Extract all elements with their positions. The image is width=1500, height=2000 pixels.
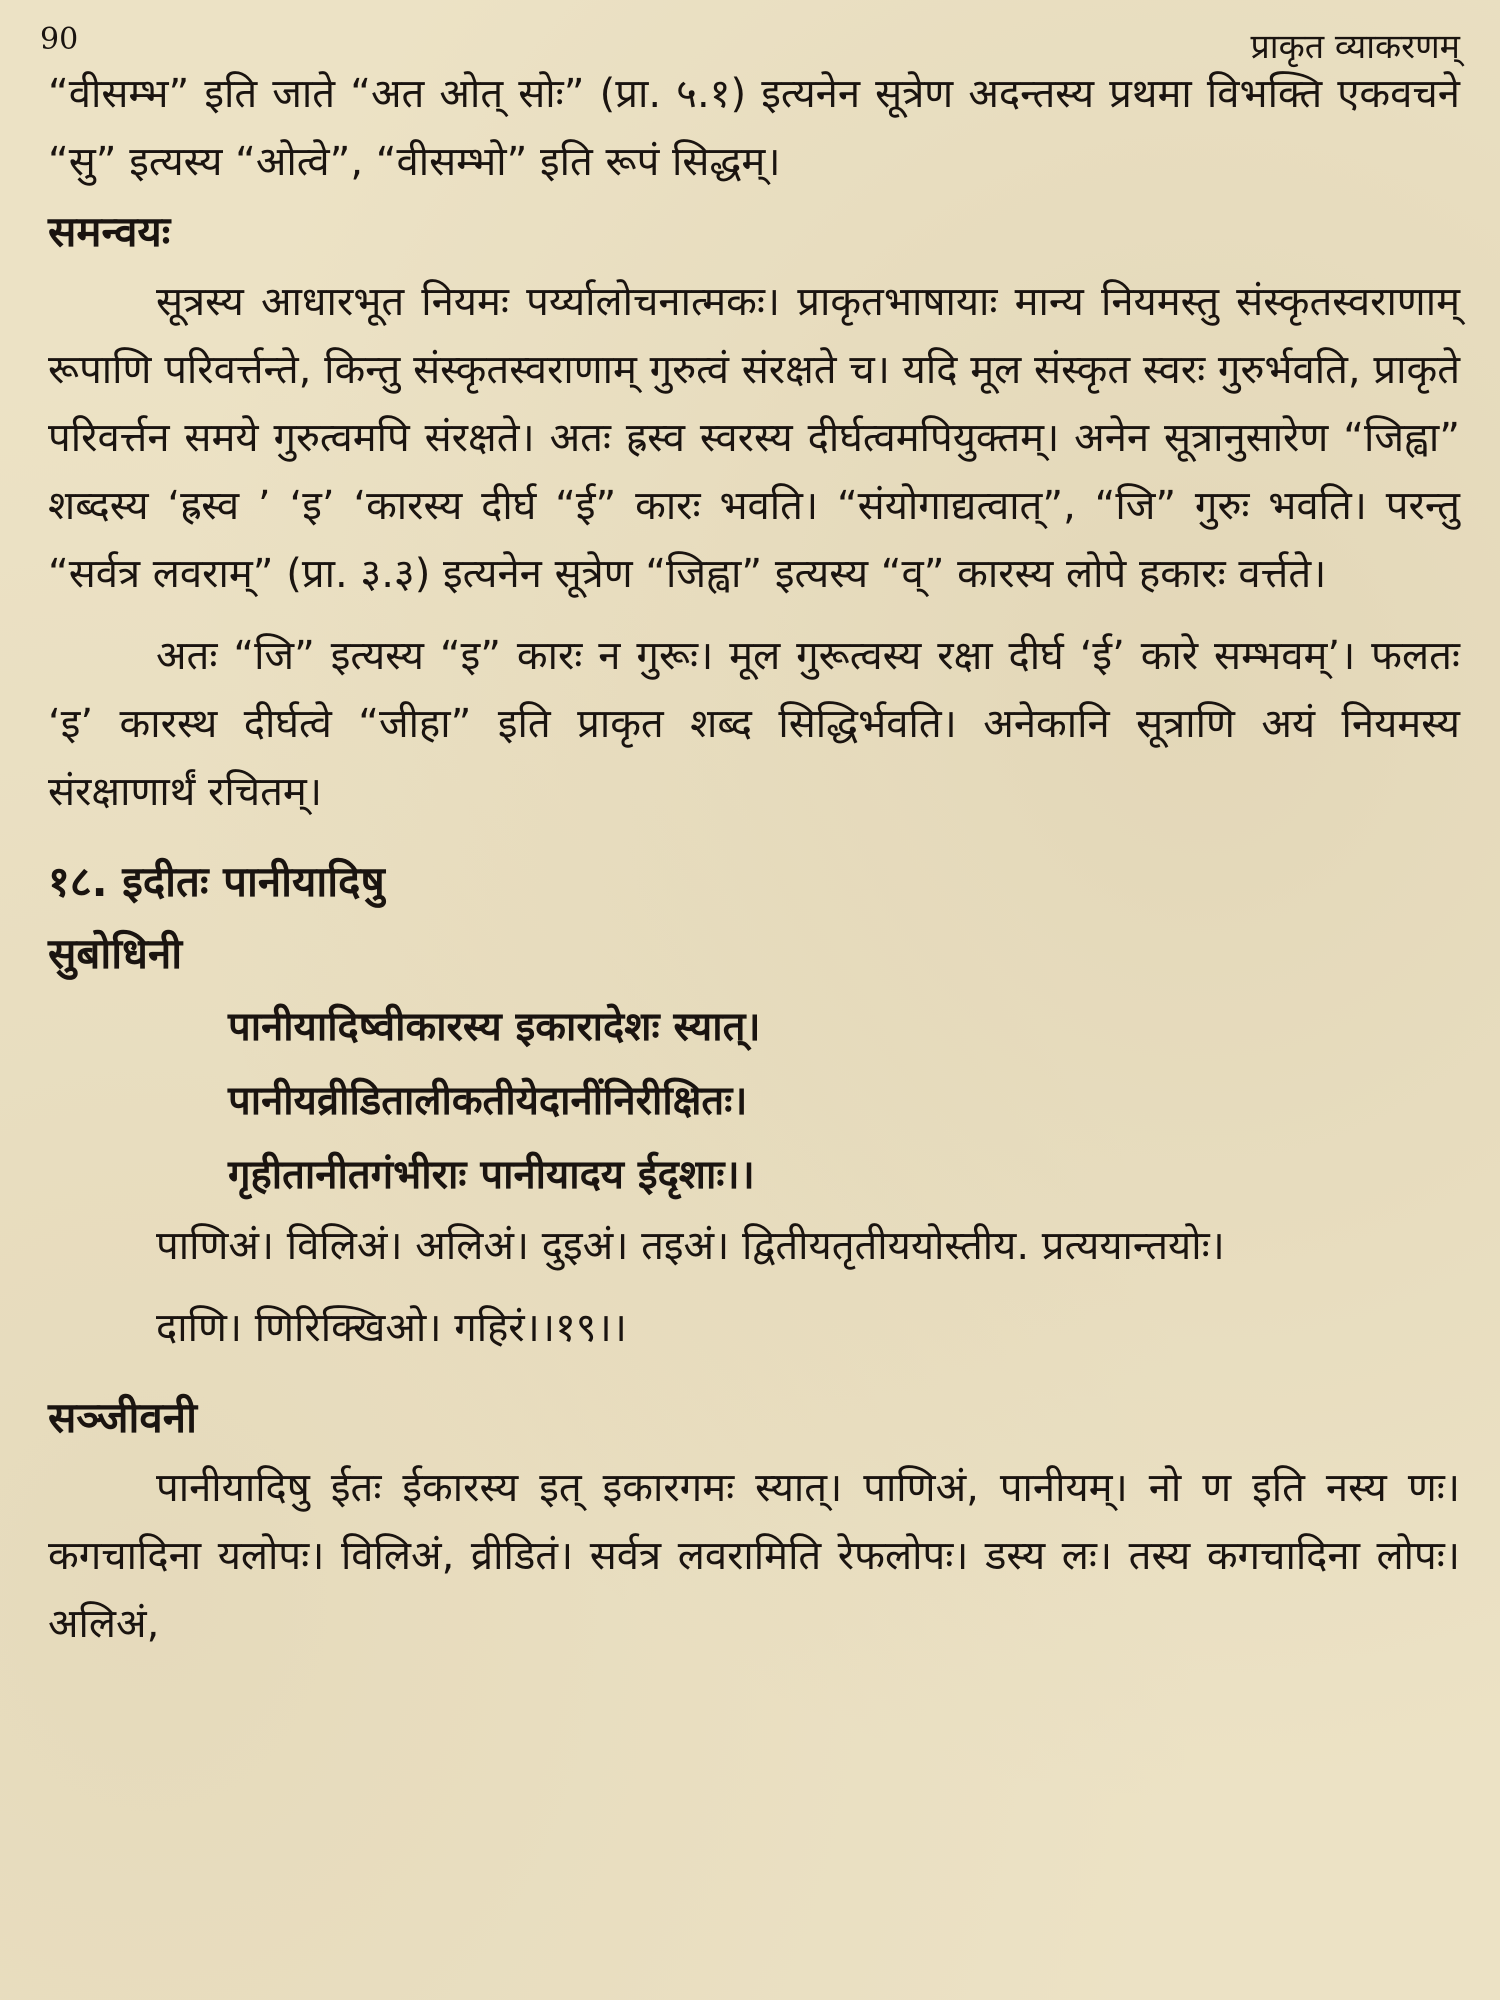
samanvaya-paragraph-1: सूत्रस्य आधारभूत नियमः पर्य्यालोचनात्मकः। प्राकृतभाषायाः मान्य नियमस्तु संस्कृतस्वराणाम् रूपाणि परिवर्त्तन्ते, किन्तु संस्कृतस्वराणाम् गुरुत्वं संरक्षते च। यदि मूल संस्कृत स्वरः गुरुर्भवति, प्राकृते परिवर्त्तन समये गुरुत्वमपि संरक्षते। अतः ह्रस्व स्वरस्य दीर्घत्वमपियुक्तम्। अनेन सूत्रानुसारेण “जिह्वा” शब्दस्य ‘ह्रस्व ’ ‘इ’ ‘कारस्य दीर्घ “ई” कारः भवति। “संयोगाद्यत्वात्”, “जि” गुरुः भवति। परन्तु “सर्वत्र लवराम्” (प्रा. ३.३) इत्यनेन सूत्रेण “जिह्वा” इत्यस्य “व्” कारस्य लोपे हकारः वर्त्तते। <box>48 279 1460 597</box>
heading-sanjivani: सञ्जीवनी <box>48 1393 197 1442</box>
page-number: 90 <box>40 22 79 57</box>
intro-paragraph: “वीसम्भ” इति जाते “अत ओत् सोः” (प्रा. ५.१) इत्यनेन सूत्रेण अदन्तस्य प्रथमा विभक्ति एकवचने “सु” इत्यस्य “ओत्वे”, “वीसम्भो” इति रूपं सिद्धम्। <box>48 71 1460 185</box>
sutra-heading: १८. इदीतः पानीयादिषु <box>48 857 385 906</box>
page-body <box>48 60 1460 1658</box>
verse-block <box>48 990 1460 1212</box>
samanvaya-paragraph-2: अतः “जि” इत्यस्य “इ” कारः न गुरूः। मूल गुरूत्वस्य रक्षा दीर्घ ‘ई’ कारे सम्भवम्’। फलतः ‘इ’ कारस्थ दीर्घत्वे “जीहा” इति प्राकृत शब्द सिद्धिर्भवति। अनेकानि सूत्राणि अयं नियमस्य संरक्षाणार्थं रचितम्। <box>48 633 1460 815</box>
sanjivani-paragraph: पानीयादिषु ईतः ईकारस्य इत् इकारगमः स्यात्। पाणिअं, पानीयम्। नो ण इति नस्य णः। कगचादिना यलोपः। विलिअं, व्रीडितं। सर्वत्र लवरामिति रेफलोपः। डस्य लः। तस्य कगचादिना लोपः। अलिअं, <box>48 1465 1460 1647</box>
running-title: प्राकृत व्याकरणम् <box>1250 27 1460 67</box>
verse-line: गृहीतानीतगंभीराः पानीयादय ईदृशाः।। <box>228 1152 755 1198</box>
verse-line: पानीयव्रीडितालीकतीयेदानींनिरीक्षितः। <box>228 1078 748 1124</box>
spacer <box>48 826 1460 846</box>
verse-line: पानीयादिष्वीकारस्य इकारादेशः स्यात्। <box>228 1004 761 1050</box>
spacer <box>48 1362 1460 1382</box>
spacer <box>48 1280 1460 1294</box>
examples-paragraph-1: पाणिअं। विलिअं। अलिअं। दुइअं। तइअं। द्वितीयतृतीययोस्तीय. प्रत्ययान्तयोः। <box>156 1223 1225 1269</box>
heading-subodhini: सुबोधिनी <box>48 929 183 978</box>
spacer <box>48 608 1460 622</box>
examples-paragraph-2: दाणि। णिरिक्खिओ। गहिरं।।१९।। <box>156 1305 627 1351</box>
heading-samanvaya: समन्वयः <box>48 207 171 256</box>
